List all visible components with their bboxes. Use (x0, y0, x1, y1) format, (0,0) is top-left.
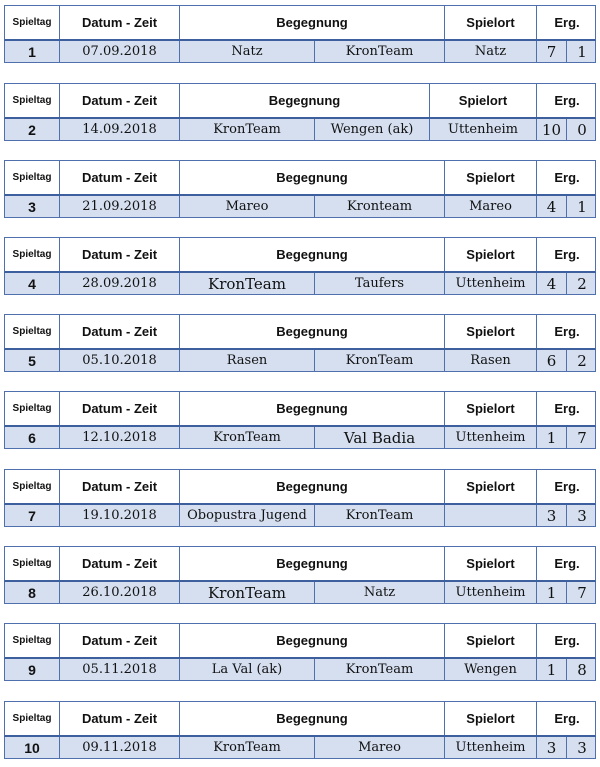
venue: Wengen (445, 659, 537, 680)
header-begegnung: Begegnung (180, 161, 445, 194)
header-ergebnis: Erg. (554, 633, 580, 648)
fixture-header-row (4, 237, 596, 273)
spieltag-number: 2 (5, 119, 60, 140)
home-goals: 1 (537, 659, 567, 680)
fixture-block (4, 160, 596, 218)
fixture-block (4, 83, 596, 141)
header-datum-zeit: Datum - Zeit (60, 392, 180, 425)
header-begegnung: Begegnung (180, 547, 445, 580)
fixture-block (4, 623, 596, 681)
home-goals: 1 (537, 582, 567, 603)
match-date: 26.10.2018 (60, 582, 180, 603)
header-datum-zeit: Datum - Zeit (60, 624, 180, 657)
header-datum-zeit: Datum - Zeit (60, 315, 180, 348)
fixture-data-row (4, 41, 596, 63)
match-date: 14.09.2018 (60, 119, 180, 140)
fixture-block (4, 391, 596, 449)
home-goals: 4 (537, 196, 567, 217)
fixture-header-row (4, 5, 596, 41)
fixture-header-row (4, 701, 596, 737)
away-goals: 0 (577, 120, 587, 139)
fixture-data-row (4, 427, 596, 449)
header-begegnung: Begegnung (180, 315, 445, 348)
home-team: Rasen (180, 350, 315, 371)
fixture-header-row (4, 160, 596, 196)
header-datum-zeit: Datum - Zeit (60, 6, 180, 39)
header-datum-zeit: Datum - Zeit (60, 702, 180, 735)
header-spieltag: Spieltag (5, 161, 60, 194)
header-begegnung: Begegnung (180, 392, 445, 425)
fixture-data-row (4, 582, 596, 604)
away-goals: 1 (577, 197, 587, 216)
home-team: Mareo (180, 196, 315, 217)
venue: Rasen (445, 350, 537, 371)
away-goals: 8 (577, 660, 587, 679)
fixture-header-row (4, 623, 596, 659)
match-date: 21.09.2018 (60, 196, 180, 217)
away-goals: 1 (577, 42, 587, 61)
header-spieltag: Spieltag (5, 470, 60, 503)
home-team: KronTeam (180, 737, 315, 758)
home-team: Obopustra Jugend (180, 505, 315, 526)
home-goals: 4 (537, 273, 567, 294)
home-team: Natz (180, 41, 315, 62)
fixture-data-row (4, 659, 596, 681)
header-spielort: Spielort (445, 624, 537, 657)
away-goals: 3 (577, 506, 587, 525)
header-spielort: Spielort (445, 392, 537, 425)
away-team: KronTeam (315, 659, 445, 680)
header-ergebnis: Erg. (554, 93, 580, 108)
header-ergebnis: Erg. (554, 711, 580, 726)
header-datum-zeit: Datum - Zeit (60, 84, 180, 117)
fixture-block (4, 546, 596, 604)
spieltag-number: 6 (5, 427, 60, 448)
header-ergebnis: Erg. (554, 247, 580, 262)
header-begegnung: Begegnung (180, 84, 430, 117)
header-spielort: Spielort (445, 470, 537, 503)
match-date: 05.11.2018 (60, 659, 180, 680)
away-team: Natz (315, 582, 445, 603)
header-spielort: Spielort (445, 6, 537, 39)
fixture-data-row (4, 737, 596, 759)
header-datum-zeit: Datum - Zeit (60, 161, 180, 194)
header-spieltag: Spieltag (5, 238, 60, 271)
home-team: KronTeam (180, 119, 315, 140)
header-ergebnis: Erg. (554, 15, 580, 30)
header-begegnung: Begegnung (180, 470, 445, 503)
spieltag-number: 4 (5, 273, 60, 294)
venue: Uttenheim (445, 737, 537, 758)
home-goals: 7 (537, 41, 567, 62)
header-spielort: Spielort (445, 547, 537, 580)
header-ergebnis: Erg. (554, 479, 580, 494)
away-goals: 2 (577, 274, 587, 293)
header-datum-zeit: Datum - Zeit (60, 470, 180, 503)
venue: Uttenheim (445, 427, 537, 448)
header-datum-zeit: Datum - Zeit (60, 547, 180, 580)
header-datum-zeit: Datum - Zeit (60, 238, 180, 271)
header-spieltag: Spieltag (5, 624, 60, 657)
away-team: Taufers (315, 273, 445, 294)
fixture-header-row (4, 391, 596, 427)
home-goals: 3 (537, 505, 567, 526)
venue: Uttenheim (445, 273, 537, 294)
spieltag-number: 5 (5, 350, 60, 371)
match-date: 05.10.2018 (60, 350, 180, 371)
fixture-data-row (4, 196, 596, 218)
header-spielort: Spielort (430, 84, 537, 117)
header-spieltag: Spieltag (5, 84, 60, 117)
header-spieltag: Spieltag (5, 702, 60, 735)
fixture-data-row (4, 350, 596, 372)
match-date: 19.10.2018 (60, 505, 180, 526)
match-date: 28.09.2018 (60, 273, 180, 294)
header-ergebnis: Erg. (554, 324, 580, 339)
match-date: 07.09.2018 (60, 41, 180, 62)
header-spieltag: Spieltag (5, 6, 60, 39)
fixture-header-row (4, 83, 596, 119)
away-goals: 7 (577, 583, 587, 602)
home-team: KronTeam (180, 582, 315, 603)
fixture-block (4, 5, 596, 63)
fixture-data-row (4, 273, 596, 295)
spieltag-number: 8 (5, 582, 60, 603)
fixture-block (4, 237, 596, 295)
venue: Natz (445, 41, 537, 62)
header-ergebnis: Erg. (554, 401, 580, 416)
away-team: Wengen (ak) (315, 119, 430, 140)
fixture-header-row (4, 314, 596, 350)
spieltag-number: 1 (5, 41, 60, 62)
fixture-block (4, 314, 596, 372)
header-ergebnis: Erg. (554, 170, 580, 185)
match-date: 12.10.2018 (60, 427, 180, 448)
header-spielort: Spielort (445, 315, 537, 348)
header-begegnung: Begegnung (180, 702, 445, 735)
away-team: Val Badia (315, 427, 445, 448)
spieltag-number: 3 (5, 196, 60, 217)
venue: Mareo (445, 196, 537, 217)
home-goals: 3 (537, 737, 567, 758)
header-spieltag: Spieltag (5, 392, 60, 425)
header-ergebnis: Erg. (554, 556, 580, 571)
header-spielort: Spielort (445, 238, 537, 271)
fixture-data-row (4, 119, 596, 141)
header-spieltag: Spieltag (5, 547, 60, 580)
home-team: KronTeam (180, 273, 315, 294)
away-team: Kronteam (315, 196, 445, 217)
fixture-block (4, 701, 596, 759)
spieltag-number: 7 (5, 505, 60, 526)
home-team: La Val (ak) (180, 659, 315, 680)
header-begegnung: Begegnung (180, 238, 445, 271)
header-spielort: Spielort (445, 161, 537, 194)
fixture-data-row (4, 505, 596, 527)
away-goals: 2 (577, 351, 587, 370)
spieltag-number: 10 (5, 737, 60, 758)
away-team: KronTeam (315, 505, 445, 526)
match-date: 09.11.2018 (60, 737, 180, 758)
away-team: KronTeam (315, 350, 445, 371)
home-goals: 1 (537, 427, 567, 448)
away-goals: 7 (577, 428, 587, 447)
venue (445, 505, 537, 526)
home-team: KronTeam (180, 427, 315, 448)
away-team: KronTeam (315, 41, 445, 62)
fixture-header-row (4, 469, 596, 505)
fixture-header-row (4, 546, 596, 582)
header-begegnung: Begegnung (180, 624, 445, 657)
fixture-block (4, 469, 596, 527)
header-spielort: Spielort (445, 702, 537, 735)
away-team: Mareo (315, 737, 445, 758)
home-goals: 10 (537, 119, 567, 140)
header-spieltag: Spieltag (5, 315, 60, 348)
spieltag-number: 9 (5, 659, 60, 680)
home-goals: 6 (537, 350, 567, 371)
away-goals: 3 (577, 738, 587, 757)
venue: Uttenheim (430, 119, 537, 140)
header-begegnung: Begegnung (180, 6, 445, 39)
venue: Uttenheim (445, 582, 537, 603)
